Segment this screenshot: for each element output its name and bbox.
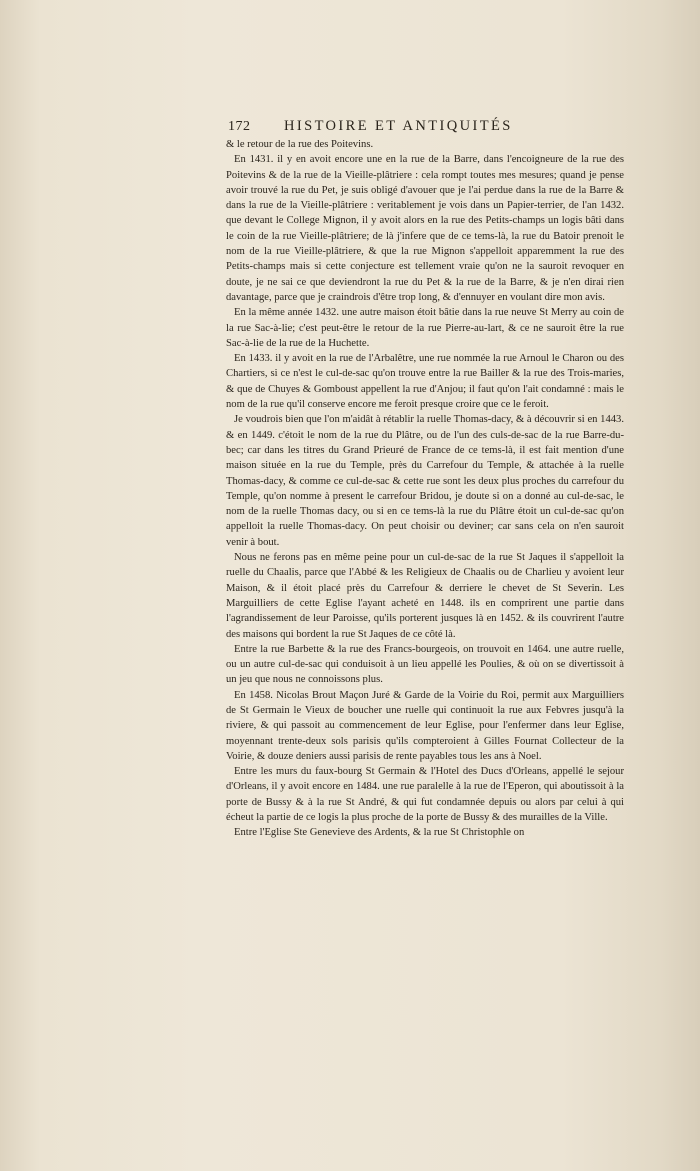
- page-header: [228, 115, 558, 135]
- paragraph: Je voudrois bien que l'on m'aidât à rétablir la ruelle Thomas-dacy, & à découvrir si en 1443. & en 1449. c'étoit le nom de la rue du Plâtre, ou de l'un des culs-de-sac de la rue Barre-du-bec; car dans les titres du Grand Prieuré de France de ce tems-là, il est fait mention d'une maison située en la rue du Temple, près du Carrefour du Temple, & attachée à la ruelle Thomas-dacy, & comme ce cul-de-sac & cette rue sont les deux plus proches du carrefour du Temple, qu'on nomme à present le carrefour Bridou, je doute si on a donné au cul-de-sac, le nom de la ruelle Thomas dacy, ou si en ce tems-là la rue du Plâtre étoit un cul-de-sac qu'on appelloit la ruelle Thomas-dacy. On peut choisir ou deviner; car sans cela on n'en sauroit venir à bout.: [226, 414, 624, 548]
- paragraph: En la même année 1432. une autre maison étoit bâtie dans la rue neuve St Merry au coin de la rue Sac-à-lie; c'est peut-être le retour de la rue Pierre-au-lart, & ce ne sauroit être la rue Sac-à-lie de la rue de la Huchette.: [226, 307, 624, 349]
- paragraph: Entre les murs du faux-bourg St Germain & l'Hotel des Ducs d'Orleans, appellé le sejour d'Orleans, il y avoit encore en 1484. une rue paralelle à la rue de l'Eperon, qui aboutissoit à la porte de Bussy & à la rue St André, & qui fut condamnée depuis ou alors par celui à qui écheut la partie de ce logis la plus proche de la porte de Bussy & des murailles de la Ville.: [226, 766, 624, 824]
- paragraph: Entre l'Eglise Ste Genevieve des Ardents, & la rue St Christophle on: [234, 827, 525, 839]
- paragraph: En 1431. il y en avoit encore une en la rue de la Barre, dans l'encoigneure de la rue des Poitevins & de la rue de la Vieille-plâtriere : cela rompt toutes mes mesures; quand je pense avoir trouvé la rue du Pet, je suis obligé d'avouer que je l'ai perdue dans la rue de la Barre & dans la rue de la Vieille-plâtriere : veritablement je vois dans un Papier-terrier, de l'an 1432. que devant le College Mignon, il y avoit alors en la rue des Petits-champs un logis bâti dans le coin de la rue Vieille-plâtriere; de là j'infere que de ce tems-là, la rue du Batoir prenoit le nom de la rue Vieille-plâtriere, & que la rue Mignon s'appelloit apparemment la rue des Petits-champs mais si cette conjecture est tellement vraie qu'on ne la sauroit revoquer en doute, je ne sai ce que deviendront la rue du Pet & la rue de la Barre, & je n'en dirai rien davantage, parce que je craindrois d'être trop long, & d'ennuyer en voulant dire mon avis.: [226, 154, 624, 303]
- page-number: 172: [228, 119, 251, 134]
- paragraph: En 1433. il y avoit en la rue de l'Arbalêtre, une rue nommée la rue Arnoul le Charon ou des Chartiers, si ce n'est le cul-de-sac qu'on trouve entre la rue Bailler & la rue des Trois-maries, & que de Chuyes & Gomboust appellent la rue d'Anjou; il faut qu'on l'ait condamné : mais le nom de la rue qu'il conserve encore me feroit presque croire que ce le feroit.: [226, 353, 624, 411]
- running-title: HISTOIRE ET ANTIQUITÉS: [284, 118, 513, 134]
- body-text: [226, 137, 624, 841]
- paragraph: En 1458. Nicolas Brout Maçon Juré & Garde de la Voirie du Roi, permit aux Marguilliers de St Germain le Vieux de boucher une ruelle qui continuoit la rue aux Febvres jusqu'à la riviere, & qui passoit au commencement de leur Eglise, pour l'enfermer dans leur Eglise, moyennant trente-deux sols parisis qu'ils compteroient à Gilles Fournat Collecteur de la Voirie, & douze deniers aussi parisis de rente payables tous les ans à Noel.: [226, 689, 624, 762]
- paragraph: & le retour de la rue des Poitevins.: [226, 139, 374, 150]
- paragraph: Entre la rue Barbette & la rue des Francs-bourgeois, on trouvoit en 1464. une autre ruelle, ou un autre cul-de-sac qui conduisoit à un lieu appellé les Poulies, & où on se divertissoit à un jeu que nous ne connoissons plus.: [226, 643, 624, 686]
- paragraph: Nous ne ferons pas en même peine pour un cul-de-sac de la rue St Jaques il s'appelloit la ruelle du Chaalis, parce que l'Abbé & les Religieux de Chaalis ou de Charlieu y avoient leur Maison, & il étoit placé près du Carrefour & derriere le chevet de St Severin. Les Marguilliers de cette Eglise l'ayant acheté en 1448. ils en comprirent une partie dans l'agrandissement de leur Paroisse, qu'ils porterent jusques là en 1452. & ils couvrirent l'autre des maisons qui bordent la rue St Jaques de ce côté là.: [226, 552, 624, 640]
